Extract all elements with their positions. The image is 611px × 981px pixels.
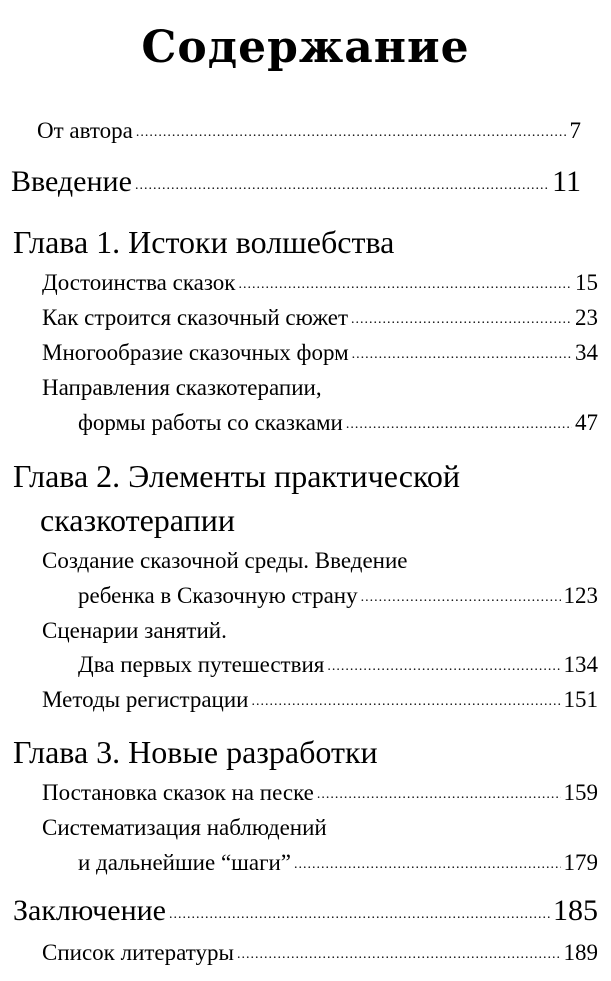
toc-label: Постановка сказок на песке <box>42 780 314 805</box>
toc-entry[interactable] <box>42 270 598 296</box>
chapter-2-heading-line2: сказкотерапии <box>40 502 235 538</box>
toc-label: Многообразие сказочных форм <box>42 340 349 365</box>
toc-label: Два первых путешествия <box>78 652 325 677</box>
toc-page-number: 185 <box>553 894 598 927</box>
toc-entry-intro[interactable] <box>11 165 581 199</box>
toc-page-number: 34 <box>575 340 598 365</box>
toc-entry-bibliography[interactable] <box>42 940 598 966</box>
toc-label: Список литературы <box>42 940 234 965</box>
chapter-1-heading: Глава 1. Истоки волшебства <box>13 224 395 260</box>
toc-label: ребенка в Сказочную страну <box>78 583 358 608</box>
dot-leader <box>238 277 572 293</box>
dot-leader <box>351 312 572 328</box>
dot-leader <box>346 417 572 433</box>
dot-leader <box>327 659 560 675</box>
toc-label: От автора <box>37 118 133 143</box>
toc-page-number: 123 <box>563 583 598 608</box>
dot-leader <box>352 347 572 363</box>
toc-entry[interactable] <box>42 780 598 806</box>
toc-page-number: 11 <box>552 165 581 198</box>
toc-entry[interactable] <box>42 340 598 366</box>
toc-page-number: 159 <box>563 780 598 805</box>
page-title: Содержание <box>141 22 470 73</box>
toc-label: Как строится сказочный сюжет <box>42 305 349 330</box>
toc-label-line1: Направления сказкотерапии, <box>42 375 322 400</box>
toc-entry[interactable] <box>42 305 598 331</box>
toc-page-number: 189 <box>563 940 598 965</box>
toc-entry[interactable] <box>78 850 598 876</box>
toc-label: Достоинства сказок <box>42 270 236 295</box>
toc-entry[interactable] <box>78 410 598 436</box>
dot-leader <box>136 125 567 141</box>
toc-page-number: 179 <box>563 850 598 875</box>
toc-page-number: 7 <box>569 118 581 143</box>
dot-leader <box>251 694 560 710</box>
dot-leader <box>294 857 560 873</box>
toc-label-line1: Создание сказочной среды. Введение <box>42 548 408 573</box>
toc-entry[interactable] <box>42 687 598 713</box>
toc-label: Методы регистрации <box>42 687 249 712</box>
toc-label: Введение <box>11 165 132 198</box>
toc-entry-conclusion[interactable] <box>13 894 598 928</box>
toc-entry[interactable] <box>78 583 598 609</box>
toc-label: Заключение <box>13 894 166 927</box>
dot-leader <box>317 787 561 803</box>
toc-page-number: 134 <box>563 652 598 677</box>
toc-label: формы работы со сказками <box>78 410 343 435</box>
dot-leader <box>169 907 550 923</box>
chapter-3-heading: Глава 3. Новые разработки <box>13 734 378 770</box>
toc-label-line1: Систематизация наблюдений <box>42 815 327 840</box>
chapter-2-heading-line1: Глава 2. Элементы практической <box>13 458 460 494</box>
dot-leader <box>361 590 561 606</box>
toc-entry[interactable] <box>78 652 598 678</box>
dot-leader <box>237 947 561 963</box>
toc-label-line1: Сценарии занятий. <box>42 618 227 643</box>
toc-entry-author[interactable] <box>37 118 581 144</box>
toc-page-number: 151 <box>563 687 598 712</box>
toc-page-number: 15 <box>575 270 598 295</box>
dot-leader <box>135 178 549 194</box>
toc-page-number: 23 <box>575 305 598 330</box>
toc-label: и дальнейшие “шаги” <box>78 850 292 875</box>
toc-page-number: 47 <box>575 410 598 435</box>
